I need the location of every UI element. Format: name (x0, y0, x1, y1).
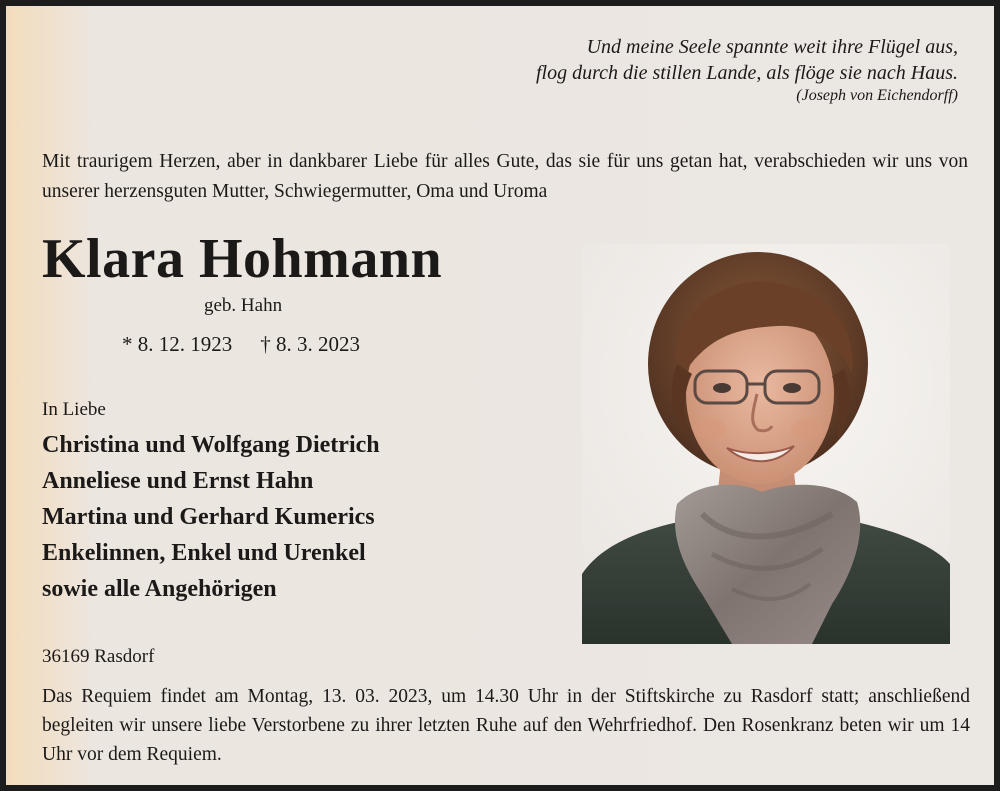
birth-date: * 8. 12. 1923 (122, 332, 233, 356)
mourner-item: Christina und Wolfgang Dietrich (42, 432, 380, 458)
quote-line: Und meine Seele spannte weit ihre Flügel aus, (586, 36, 958, 58)
quote-line: flog durch die stillen Lande, als flöge sie nach Haus. (535, 62, 958, 84)
place-line: 36169 Rasdorf (42, 646, 155, 667)
mourner-item: sowie alle Angehörigen (42, 576, 277, 602)
mourners-list (42, 427, 380, 607)
deceased-name: Klara Hohmann (42, 228, 443, 290)
quote-author: (Joseph von Eichendorff) (796, 87, 958, 104)
requiem-text: Das Requiem findet am Montag, 13. 03. 2023, um 14.30 Uhr in der Stiftskirche zu Rasdorf statt; anschließend begleiten wir unsere liebe Verstorbene zu ihrer letzten Ruhe auf den Wehrfriedhof. Den Rosenkranz beten wir um 14 Uhr vor dem Requiem. (42, 686, 970, 765)
life-dates (122, 331, 360, 357)
maiden-name: geb. Hahn (204, 295, 283, 316)
portrait-illustration (582, 244, 950, 644)
mourner-item: Enkelinnen, Enkel und Urenkel (42, 540, 366, 566)
quote-block (536, 34, 958, 106)
intro-text: Mit traurigem Herzen, aber in dankbarer Liebe für alles Gute, das sie für uns getan hat, verabschieden wir uns von unserer herzensguten Mutter, Schwiegermutter, Oma und Uroma (42, 151, 968, 202)
portrait-photo (582, 244, 950, 644)
mourner-item: Martina und Gerhard Kumerics (42, 504, 375, 530)
in-liebe-label: In Liebe (42, 399, 106, 420)
death-date: † 8. 3. 2023 (260, 332, 360, 356)
mourner-item: Anneliese und Ernst Hahn (42, 468, 314, 494)
